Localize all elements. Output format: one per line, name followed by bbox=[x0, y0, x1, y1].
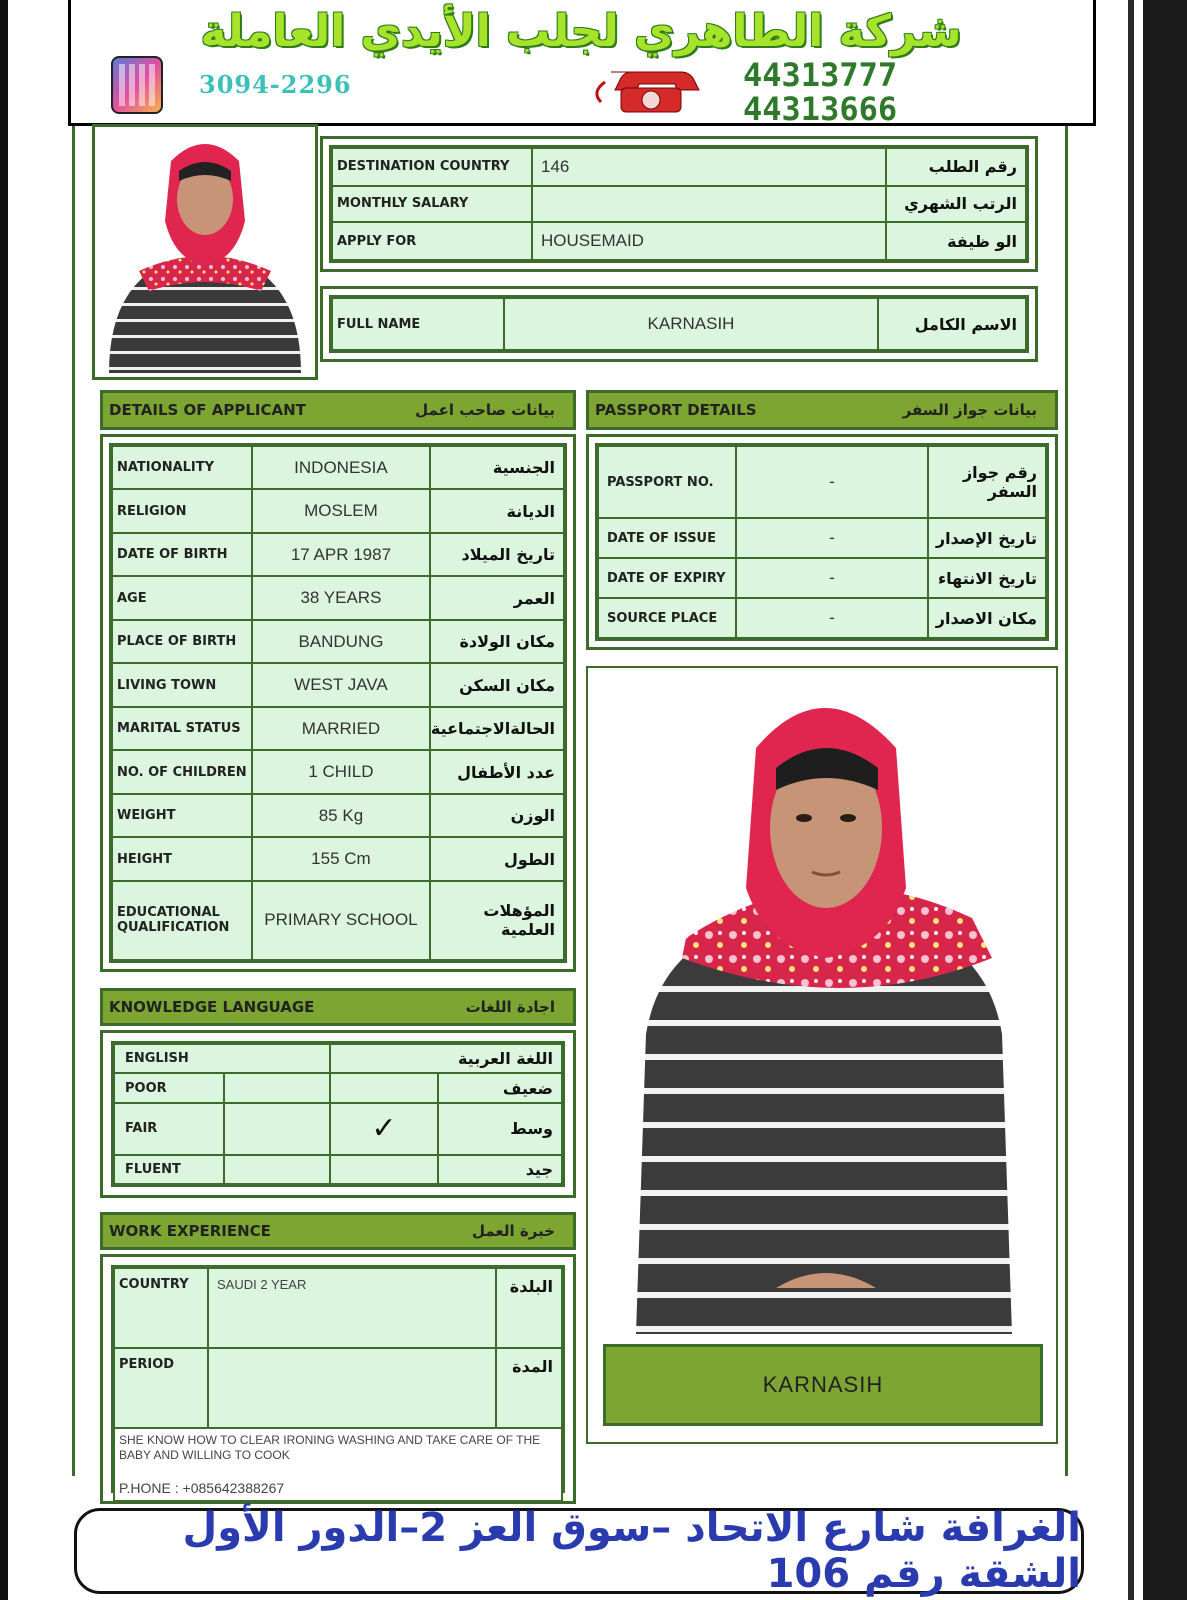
work-title-ar: خبرة العمل bbox=[471, 1222, 555, 1240]
applicant-row bbox=[112, 794, 564, 837]
applicant-row-value: 155 Cm bbox=[252, 837, 430, 880]
applicant-row-label: RELIGION bbox=[112, 489, 252, 532]
work-notes-cell bbox=[114, 1428, 562, 1501]
passport-title-bar bbox=[586, 390, 1058, 430]
applicant-row bbox=[112, 576, 564, 619]
language-row bbox=[114, 1073, 562, 1102]
language-level-label: POOR bbox=[114, 1073, 224, 1102]
passport-box bbox=[586, 434, 1058, 650]
fullname-box bbox=[320, 286, 1038, 362]
passport-title: PASSPORT DETAILS bbox=[595, 401, 757, 419]
passport-row-ar: رقم جواز السفر bbox=[928, 446, 1046, 518]
applicant-row-label: NO. OF CHILDREN bbox=[112, 750, 252, 793]
footer-address: الغرافة شارع الاتحاد –سوق العز 2–الدور الأول الشقة رقم 106 bbox=[182, 1505, 1081, 1597]
arabic-mark bbox=[330, 1155, 438, 1184]
applicant-row bbox=[112, 837, 564, 880]
language-level-label: FLUENT bbox=[114, 1155, 224, 1184]
applicant-row bbox=[112, 707, 564, 750]
passport-row bbox=[598, 518, 1046, 558]
language-level-ar: وسط bbox=[438, 1103, 562, 1155]
applicant-row-value: WEST JAVA bbox=[252, 663, 430, 706]
applicant-row bbox=[112, 620, 564, 663]
passport-row-value: - bbox=[736, 598, 928, 638]
applicant-box bbox=[100, 434, 576, 972]
work-title-bar bbox=[100, 1212, 576, 1250]
arabic-mark: ✓ bbox=[330, 1103, 438, 1155]
applicant-title: DETAILS OF APPLICANT bbox=[109, 401, 306, 419]
applicant-row-value: 1 CHILD bbox=[252, 750, 430, 793]
applicant-row-ar: الجنسية bbox=[430, 446, 564, 489]
passport-row-label: SOURCE PLACE bbox=[598, 598, 736, 638]
applicant-row-ar: المؤهلات العلمية bbox=[430, 881, 564, 960]
applicant-row bbox=[112, 750, 564, 793]
company-name: شركة الطاهري لجلب الأيدي العاملة bbox=[200, 6, 962, 57]
applicant-row-value: MARRIED bbox=[252, 707, 430, 750]
work-title: WORK EXPERIENCE bbox=[109, 1222, 271, 1240]
passport-row bbox=[598, 446, 1046, 518]
telephone-number-1: 44313777 bbox=[743, 56, 898, 94]
country-value: SAUDI 2 YEAR bbox=[208, 1268, 496, 1348]
applicant-row-value: 17 APR 1987 bbox=[252, 533, 430, 576]
passport-row-value: - bbox=[736, 446, 928, 518]
passport-row bbox=[598, 598, 1046, 638]
passport-row-label: DATE OF ISSUE bbox=[598, 518, 736, 558]
small-photo-frame bbox=[92, 124, 318, 380]
applicant-row-label: EDUCATIONAL QUALIFICATION bbox=[112, 881, 252, 960]
mobile-number: 3094-2296 bbox=[199, 70, 352, 99]
work-note: SHE KNOW HOW TO CLEAR IRONING WASHING AND TAKE CARE OF THE BABY AND WILLING TO COOK bbox=[119, 1433, 541, 1462]
language-table bbox=[113, 1043, 563, 1185]
work-phone: P.HONE : +085642388267 bbox=[119, 1480, 285, 1496]
header bbox=[68, 0, 1096, 126]
destination-value: 146 bbox=[532, 148, 886, 186]
applicant-row-value: 38 YEARS bbox=[252, 576, 430, 619]
applicant-row-value: BANDUNG bbox=[252, 620, 430, 663]
passport-row-value: - bbox=[736, 558, 928, 598]
period-ar: المدة bbox=[496, 1348, 562, 1428]
language-title-ar: اجادة اللغات bbox=[465, 998, 555, 1016]
passport-row-label: DATE OF EXPIRY bbox=[598, 558, 736, 598]
applicant-title-ar: بيانات صاحب اعمل bbox=[415, 401, 555, 419]
applicant-row bbox=[112, 533, 564, 576]
applicant-row-label: HEIGHT bbox=[112, 837, 252, 880]
applicant-row-label: WEIGHT bbox=[112, 794, 252, 837]
passport-table bbox=[597, 445, 1047, 639]
applicant-row-ar: الحالةالاجتماعية bbox=[430, 707, 564, 750]
applicant-row-label: AGE bbox=[112, 576, 252, 619]
passport-title-ar: بيانات جواز السفر bbox=[902, 401, 1037, 419]
country-ar: البلدة bbox=[496, 1268, 562, 1348]
applicant-row-ar: مكان السكن bbox=[430, 663, 564, 706]
applicant-row-label: LIVING TOWN bbox=[112, 663, 252, 706]
fullname-label: FULL NAME bbox=[332, 298, 504, 350]
salary-label: MONTHLY SALARY bbox=[332, 186, 532, 222]
language-title-bar bbox=[100, 988, 576, 1026]
applicant-row-value: PRIMARY SCHOOL bbox=[252, 881, 430, 960]
period-value bbox=[208, 1348, 496, 1428]
fullname-value: KARNASIH bbox=[504, 298, 878, 350]
apply-ar: الو ظيفة bbox=[886, 222, 1026, 260]
applicant-row-ar: العمر bbox=[430, 576, 564, 619]
applicant-row-ar: الطول bbox=[430, 837, 564, 880]
large-photo-frame bbox=[586, 666, 1058, 1444]
photo-name-bar: KARNASIH bbox=[603, 1344, 1043, 1426]
apply-label: APPLY FOR bbox=[332, 222, 532, 260]
country-label: COUNTRY bbox=[114, 1268, 208, 1348]
arabic-header: اللغة العربية bbox=[330, 1044, 562, 1073]
fullname-ar: الاسم الكامل bbox=[878, 298, 1026, 350]
footer-address-box bbox=[74, 1505, 1084, 1597]
english-header: ENGLISH bbox=[114, 1044, 330, 1073]
applicant-row-value: 85 Kg bbox=[252, 794, 430, 837]
passport-row bbox=[598, 558, 1046, 598]
period-label: PERIOD bbox=[114, 1348, 208, 1428]
language-level-ar: جيد bbox=[438, 1155, 562, 1184]
mobile-phone-icon bbox=[111, 56, 163, 114]
passport-row-label: PASSPORT NO. bbox=[598, 446, 736, 518]
applicant-row-ar: عدد الأطفال bbox=[430, 750, 564, 793]
destination-label: DESTINATION COUNTRY bbox=[332, 148, 532, 186]
applicant-row-ar: تاريخ الميلاد bbox=[430, 533, 564, 576]
applicant-row-label: PLACE OF BIRTH bbox=[112, 620, 252, 663]
passport-row-ar: تاريخ الإصدار bbox=[928, 518, 1046, 558]
english-mark bbox=[224, 1155, 330, 1184]
english-mark bbox=[224, 1103, 330, 1155]
work-table bbox=[113, 1267, 563, 1502]
english-mark bbox=[224, 1073, 330, 1102]
request-box bbox=[320, 136, 1038, 272]
language-level-ar: ضعيف bbox=[438, 1073, 562, 1102]
language-title: KNOWLEDGE LANGUAGE bbox=[109, 998, 315, 1016]
telephone-number-2: 44313666 bbox=[743, 90, 898, 128]
language-level-label: FAIR bbox=[114, 1103, 224, 1155]
applicant-table bbox=[111, 445, 565, 961]
salary-ar: الرتب الشهري bbox=[886, 186, 1026, 222]
arabic-mark bbox=[330, 1073, 438, 1102]
language-row bbox=[114, 1103, 562, 1155]
applicant-row-ar: الديانة bbox=[430, 489, 564, 532]
applicant-row bbox=[112, 489, 564, 532]
applicant-row-ar: الوزن bbox=[430, 794, 564, 837]
applicant-row-label: NATIONALITY bbox=[112, 446, 252, 489]
right-edge-inner bbox=[1128, 0, 1134, 1600]
apply-value: HOUSEMAID bbox=[532, 222, 886, 260]
work-box bbox=[100, 1254, 576, 1504]
applicant-photo-large bbox=[606, 688, 1042, 1334]
applicant-row-value: MOSLEM bbox=[252, 489, 430, 532]
request-table bbox=[331, 147, 1027, 261]
passport-row-ar: تاريخ الانتهاء bbox=[928, 558, 1046, 598]
applicant-photo-small bbox=[99, 131, 311, 373]
passport-row-ar: مكان الاصدار bbox=[928, 598, 1046, 638]
passport-row-value: - bbox=[736, 518, 928, 558]
right-edge bbox=[1143, 0, 1187, 1600]
language-box bbox=[100, 1030, 576, 1198]
applicant-row-ar: مكان الولادة bbox=[430, 620, 564, 663]
applicant-row bbox=[112, 881, 564, 960]
fullname-table bbox=[331, 297, 1027, 351]
telephone-icon bbox=[591, 62, 721, 116]
left-edge bbox=[0, 0, 8, 1600]
applicant-row bbox=[112, 663, 564, 706]
applicant-row-value: INDONESIA bbox=[252, 446, 430, 489]
salary-value bbox=[532, 186, 886, 222]
applicant-row-label: MARITAL STATUS bbox=[112, 707, 252, 750]
language-row bbox=[114, 1155, 562, 1184]
applicant-row-label: DATE OF BIRTH bbox=[112, 533, 252, 576]
applicant-title-bar bbox=[100, 390, 576, 430]
destination-ar: رقم الطلب bbox=[886, 148, 1026, 186]
applicant-row bbox=[112, 446, 564, 489]
